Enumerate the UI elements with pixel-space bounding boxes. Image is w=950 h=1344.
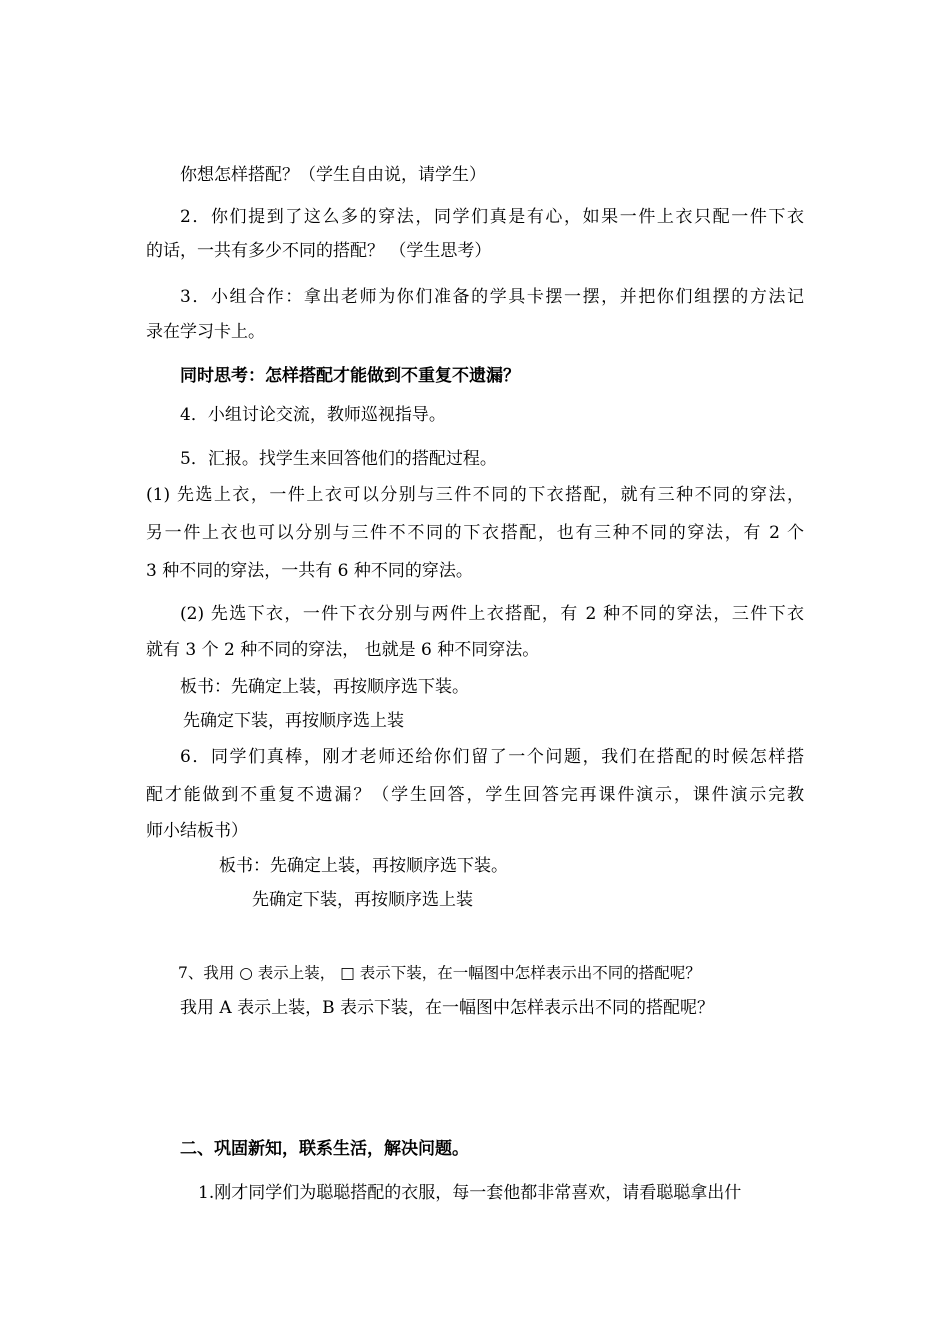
text-line: 另一件上衣也可以分别与三件不不同的下衣搭配，也有三种不同的穿法，有 2 个 xyxy=(146,523,804,543)
section-heading: 二、巩固新知，联系生活，解决问题。 xyxy=(180,1139,469,1159)
text-line: 录在学习卡上。 xyxy=(146,322,265,342)
text-line: 1.刚才同学们为聪聪搭配的衣服，每一套他都非常喜欢，请看聪聪拿出什 xyxy=(198,1183,742,1203)
board-note: 先确定下装，再按顺序选上装 xyxy=(252,890,473,910)
text-line: 你想怎样搭配？（学生自由说，请学生） xyxy=(180,165,486,185)
text-line: 2．你们提到了这么多的穿法，同学们真是有心，如果一件上衣只配一件下衣 xyxy=(180,207,804,227)
text-line: (2) 先选下衣，一件下衣分别与两件上衣搭配，有 2 种不同的穿法，三件下衣 xyxy=(180,604,804,624)
text-line: 3．小组合作：拿出老师为你们准备的学具卡摆一摆，并把你们组摆的方法记 xyxy=(180,287,804,307)
board-note: 板书：先确定上装，再按顺序选下装。 xyxy=(219,856,508,876)
text-line: 6．同学们真棒，刚才老师还给你们留了一个问题，我们在搭配的时候怎样搭 xyxy=(180,747,804,767)
text-line: 师小结板书） xyxy=(146,821,248,841)
text-line: 配才能做到不重复不遗漏？（学生回答，学生回答完再课件演示，课件演示完教 xyxy=(146,785,804,805)
board-note: 先确定下装，再按顺序选上装 xyxy=(183,711,404,731)
text-line: 4．小组讨论交流，教师巡视指导。 xyxy=(180,405,446,425)
text-line: 就有 3 个 2 种不同的穿法， 也就是 6 种不同穿法。 xyxy=(146,640,540,660)
section-heading: 同时思考：怎样搭配才能做到不重复不遗漏？ xyxy=(180,366,520,386)
text-line: 7、我用 ○ 表示上装， □ 表示下装，在一幅图中怎样表示出不同的搭配呢？ xyxy=(178,964,701,982)
text-line: 我用 A 表示上装，B 表示下装，在一幅图中怎样表示出不同的搭配呢？ xyxy=(180,998,714,1018)
text-line: 5．汇报。找学生来回答他们的搭配过程。 xyxy=(180,449,497,469)
text-line: 3 种不同的穿法，一共有 6 种不同的穿法。 xyxy=(146,561,473,581)
text-line: 的话，一共有多少不同的搭配？ （学生思考） xyxy=(146,241,492,261)
board-note: 板书：先确定上装，再按顺序选下装。 xyxy=(180,677,469,697)
text-line: (1) 先选上衣，一件上衣可以分别与三件不同的下衣搭配，就有三种不同的穿法， xyxy=(146,485,804,505)
